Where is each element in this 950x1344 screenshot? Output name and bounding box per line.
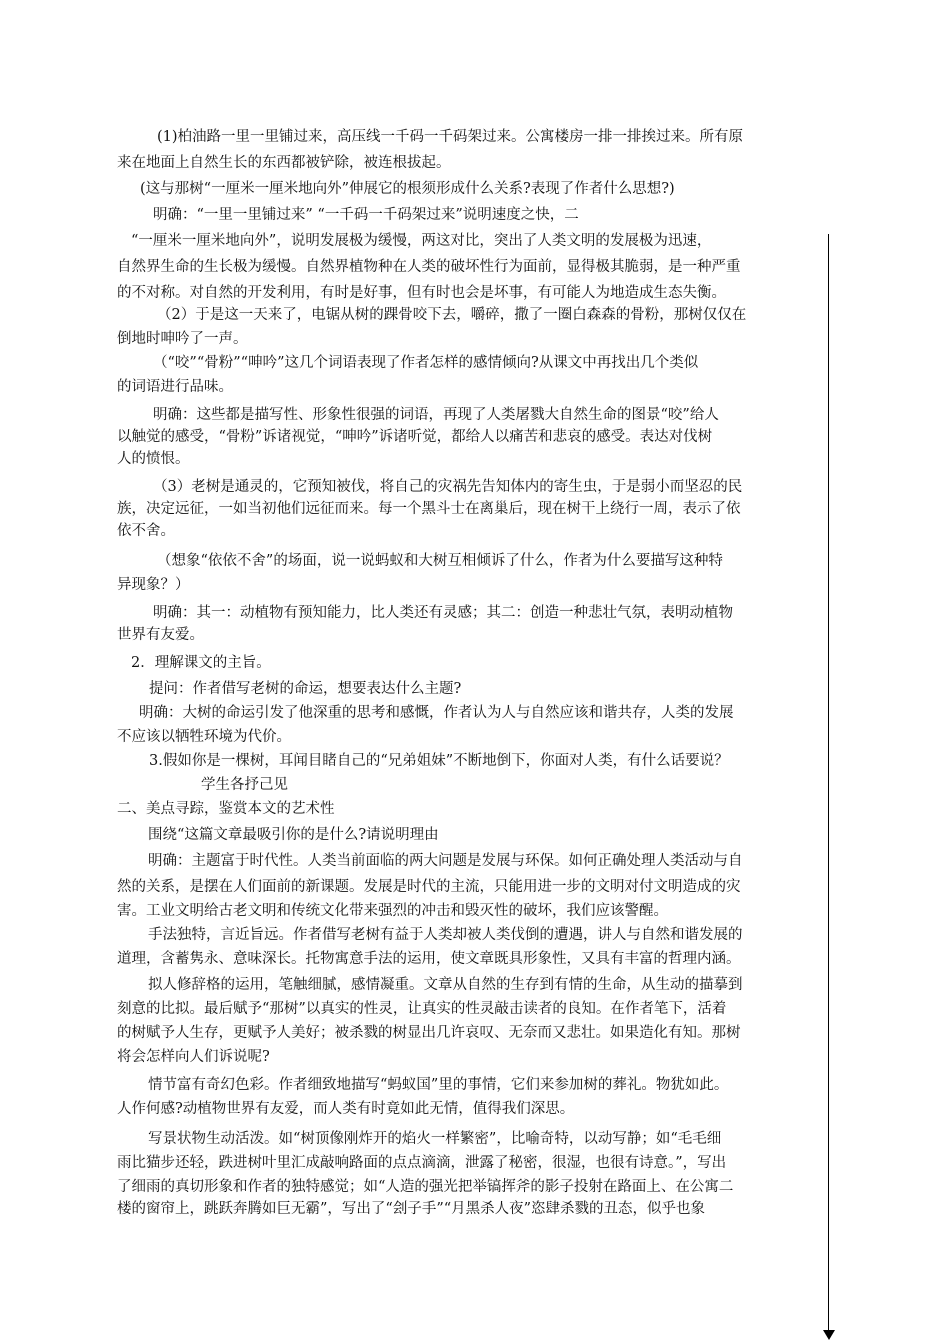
text-line: (这与那树“一厘米一厘米地向外”伸展它的根须形成什么关系?表现了作者什么思想?) xyxy=(140,181,675,197)
text-line: 异现象？） xyxy=(117,577,190,593)
text-line: 雨比猫步还轻，跌进树叶里汇成敲响路面的点点滴滴，泄露了秘密，很湿，也很有诗意。”，写出 xyxy=(117,1155,727,1171)
text-line: 世界有友爱。 xyxy=(117,627,204,643)
text-line: 的词语进行品味。 xyxy=(117,379,233,395)
text-line: 依不舍。 xyxy=(117,523,175,539)
text-line: 明确：大树的命运引发了他深重的思考和感慨，作者认为人与自然应该和谐共存，人类的发展 xyxy=(139,705,734,721)
text-line: 学生各抒己见 xyxy=(201,777,288,793)
text-line: 提问：作者借写老树的命运，想要表达什么主题? xyxy=(149,681,462,697)
text-line: 情节富有奇幻色彩。作者细致地描写“蚂蚁国”里的事情，它们来参加树的葬礼。物犹如此。 xyxy=(148,1077,729,1093)
text-line: 明确：“一里一里铺过来” “一千码一千码架过来”说明速度之快，二 xyxy=(153,207,579,223)
vertical-rule xyxy=(828,234,829,1334)
text-line: 明确：其一：动植物有预知能力，比人类还有灵感；其二：创造一种悲壮气氛，表明动植物 xyxy=(153,605,733,621)
text-line: 二、美点寻踪，鉴赏本文的艺术性 xyxy=(117,801,335,817)
text-line: 写景状物生动活泼。如“树顶像刚炸开的焰火一样繁密”，比喻奇特，以动写静；如“毛毛细 xyxy=(148,1131,722,1147)
text-line: (1)柏油路一里一里铺过来，高压线一千码一千码架过来。公寓楼房一排一排挨过来。所有原 xyxy=(157,129,744,145)
text-line: 围绕“这篇文章最吸引你的是什么?请说明理由 xyxy=(148,827,439,843)
text-line: （3）老树是通灵的，它预知被伐，将自己的灾祸先告知体内的寄生虫，于是弱小而坚忍的民 xyxy=(153,479,743,495)
text-line: 了细雨的真切形象和作者的独特感觉；如“人造的强光把举镐挥斧的影子投射在路面上、在公寓二 xyxy=(117,1179,734,1195)
down-arrow-icon xyxy=(823,1330,835,1340)
text-line: 拟人修辞格的运用，笔触细腻，感情凝重。文章从自然的生存到有情的生命，从生动的描摹到 xyxy=(148,977,743,993)
text-line: “一厘米一厘米地向外”，说明发展极为缓慢，两这对比，突出了人类文明的发展极为迅速， xyxy=(131,233,712,249)
text-line: 楼的窗帘上，跳跃奔腾如巨无霸”，写出了“刽子手”“月黑杀人夜”恣肆杀戮的丑态，似乎也象 xyxy=(117,1201,706,1217)
text-line: 不应该以牺牲环境为代价。 xyxy=(117,729,291,745)
text-line: 害。工业文明给古老文明和传统文化带来强烈的冲击和毁灭性的破坏，我们应该警醒。 xyxy=(117,903,668,919)
text-line: 将会怎样向人们诉说呢? xyxy=(117,1049,270,1065)
text-line: 人作何感?动植物世界有友爱，而人类有时竟如此无情，值得我们深思。 xyxy=(117,1101,575,1117)
text-line: （2）于是这一天来了，电锯从树的踝骨咬下去，嚼碎，撒了一圈白森森的骨粉，那树仅仅在 xyxy=(157,307,747,323)
text-line: 刻意的比拟。最后赋予“那树”以真实的性灵，让真实的性灵敲击读者的良知。在作者笔下，活着 xyxy=(117,1001,727,1017)
text-line: （想象“依依不舍”的场面，说一说蚂蚁和大树互相倾诉了什么，作者为什么要描写这种特 xyxy=(157,553,723,569)
text-line: 族，决定远征，一如当初他们远征而来。每一个黑斗士在离巢后，现在树干上绕行一周，表示了依 xyxy=(117,501,741,517)
text-line: 手法独特，言近旨远。作者借写老树有益于人类却被人类伐倒的遭遇，讲人与自然和谐发展的 xyxy=(148,927,743,943)
text-line: 的树赋予人生存，更赋予人美好；被杀戮的树显出几许哀叹、无奈而又悲壮。如果造化有知。那树 xyxy=(117,1025,741,1041)
text-line: 倒地时呻吟了一声。 xyxy=(117,331,248,347)
text-line: （“咬”“骨粉”“呻吟”这几个词语表现了作者怎样的感情倾向?从课文中再找出几个类似 xyxy=(153,355,699,371)
text-line: 以触觉的感受，“骨粉”诉诸视觉，“呻吟”诉诸听觉，都给人以痛苦和悲哀的感受。表达对伐树 xyxy=(117,429,713,445)
text-line: 明确：主题富于时代性。人类当前面临的两大问题是发展与环保。如何正确处理人类活动与自 xyxy=(148,853,743,869)
text-line: 自然界生命的生长极为缓慢。自然界植物种在人类的破坏性行为面前，显得极其脆弱，是一种严重 xyxy=(117,259,741,275)
text-line: 明确：这些都是描写性、形象性很强的词语，再现了人类屠戮大自然生命的图景“咬”给人 xyxy=(153,407,719,423)
text-line: 来在地面上自然生长的东西都被铲除，被连根拔起。 xyxy=(117,155,451,171)
text-line: 2．理解课文的主旨。 xyxy=(131,655,271,671)
text-line: 3.假如你是一棵树，耳闻目睹自己的“兄弟姐妹”不断地倒下，你面对人类，有什么话要说？ xyxy=(149,753,729,769)
text-line: 的不对称。对自然的开发利用，有时是好事，但有时也会是坏事，有可能人为地造成生态失衡。 xyxy=(117,285,726,301)
text-line: 然的关系，是摆在人们面前的新课题。发展是时代的主流，只能用进一步的文明对付文明造成的灾 xyxy=(117,879,741,895)
text-line: 道理，含蓄隽永、意味深长。托物寓意手法的运用，使文章既具形象性，又具有丰富的哲理内涵。 xyxy=(117,951,741,967)
text-line: 人的愤恨。 xyxy=(117,451,190,467)
